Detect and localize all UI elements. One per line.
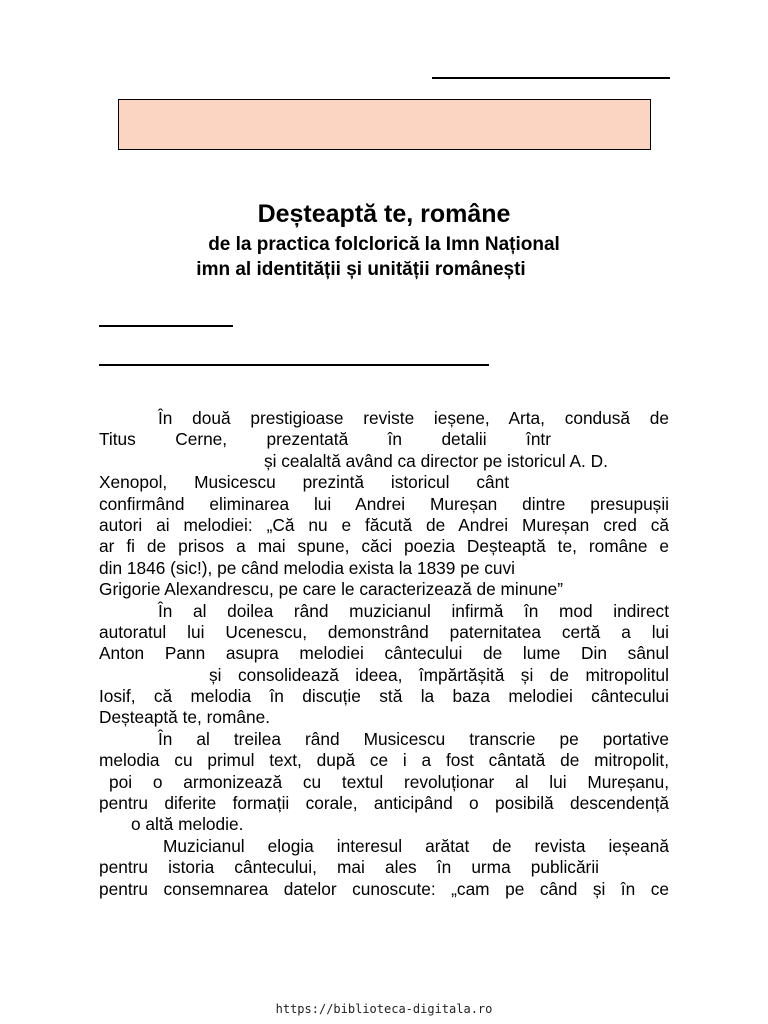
text-line: și cealaltă având ca director pe istoricul A. D. [264,450,608,471]
text-line: melodia cu primul text, după ce i a fost cântată de mitropolit, [99,750,669,771]
header-banner [118,99,651,150]
page-title: Deșteaptă te, române [257,200,511,228]
source-url: https://biblioteca-digitala.ro [275,1002,493,1016]
text-line: pentru istoria cântecului, mai ales în urma publicării [99,857,599,878]
text-line: pentru consemnarea datelor cunoscute: „cam pe când și în ce [99,878,669,899]
text-line: o altă melodie. [131,814,244,835]
text-line: poi o armonizează cu textul revoluționar al lui Mureșanu, [109,771,669,792]
text-line: autori ai melodiei: „Că nu e făcută de Andrei Mureșan cred că [99,514,669,535]
text-line: În al doilea rând muzicianul infirmă în mod indirect [158,600,669,621]
body-text [99,408,669,900]
text-line: În al treilea rând Musicescu transcrie pe portative [158,728,669,749]
text-line: Grigorie Alexandrescu, pe care le caracterizează de minune” [99,579,563,600]
author-rule-long [99,364,489,366]
text-line: Muzicianul elogia interesul arătat de revista ieșeană [163,835,669,856]
text-line: Iosif, că melodia în discuție stă la baza melodiei cântecului [99,686,669,707]
author-rule-short [99,325,233,327]
text-line: din 1846 (sic!), pe când melodia exista la 1839 pe cuvi [99,557,515,578]
page-subtitle-1: de la practica folclorică la Imn Național [208,234,560,255]
text-line: În două prestigioase reviste ieșene, Arta, condusă de [158,408,669,428]
text-line: Deșteaptă te, române. [99,707,270,728]
top-right-rule [432,77,670,79]
text-line: autoratul lui Ucenescu, demonstrând paternitatea certă a lui [99,621,669,642]
text-line: confirmând eliminarea lui Andrei Mureșan dintre presupușii [99,493,669,514]
text-line: ar fi de prisos a mai spune, căci poezia Deșteaptă te, române e [99,536,669,557]
page-subtitle-2: imn al identității și unității românești [196,259,526,280]
text-line: Titus Cerne, prezentată în detalii într [99,429,551,450]
text-line: Anton Pann asupra melodiei cântecului de lume Din sânul [99,643,669,664]
text-line: Xenopol, Musicescu prezintă istoricul cânt [99,472,509,493]
text-line: pentru diferite formații corale, anticipând o posibilă descendență [99,793,669,814]
text-line: și consolidează ideea, împărtășită și de mitropolitul [209,664,669,685]
